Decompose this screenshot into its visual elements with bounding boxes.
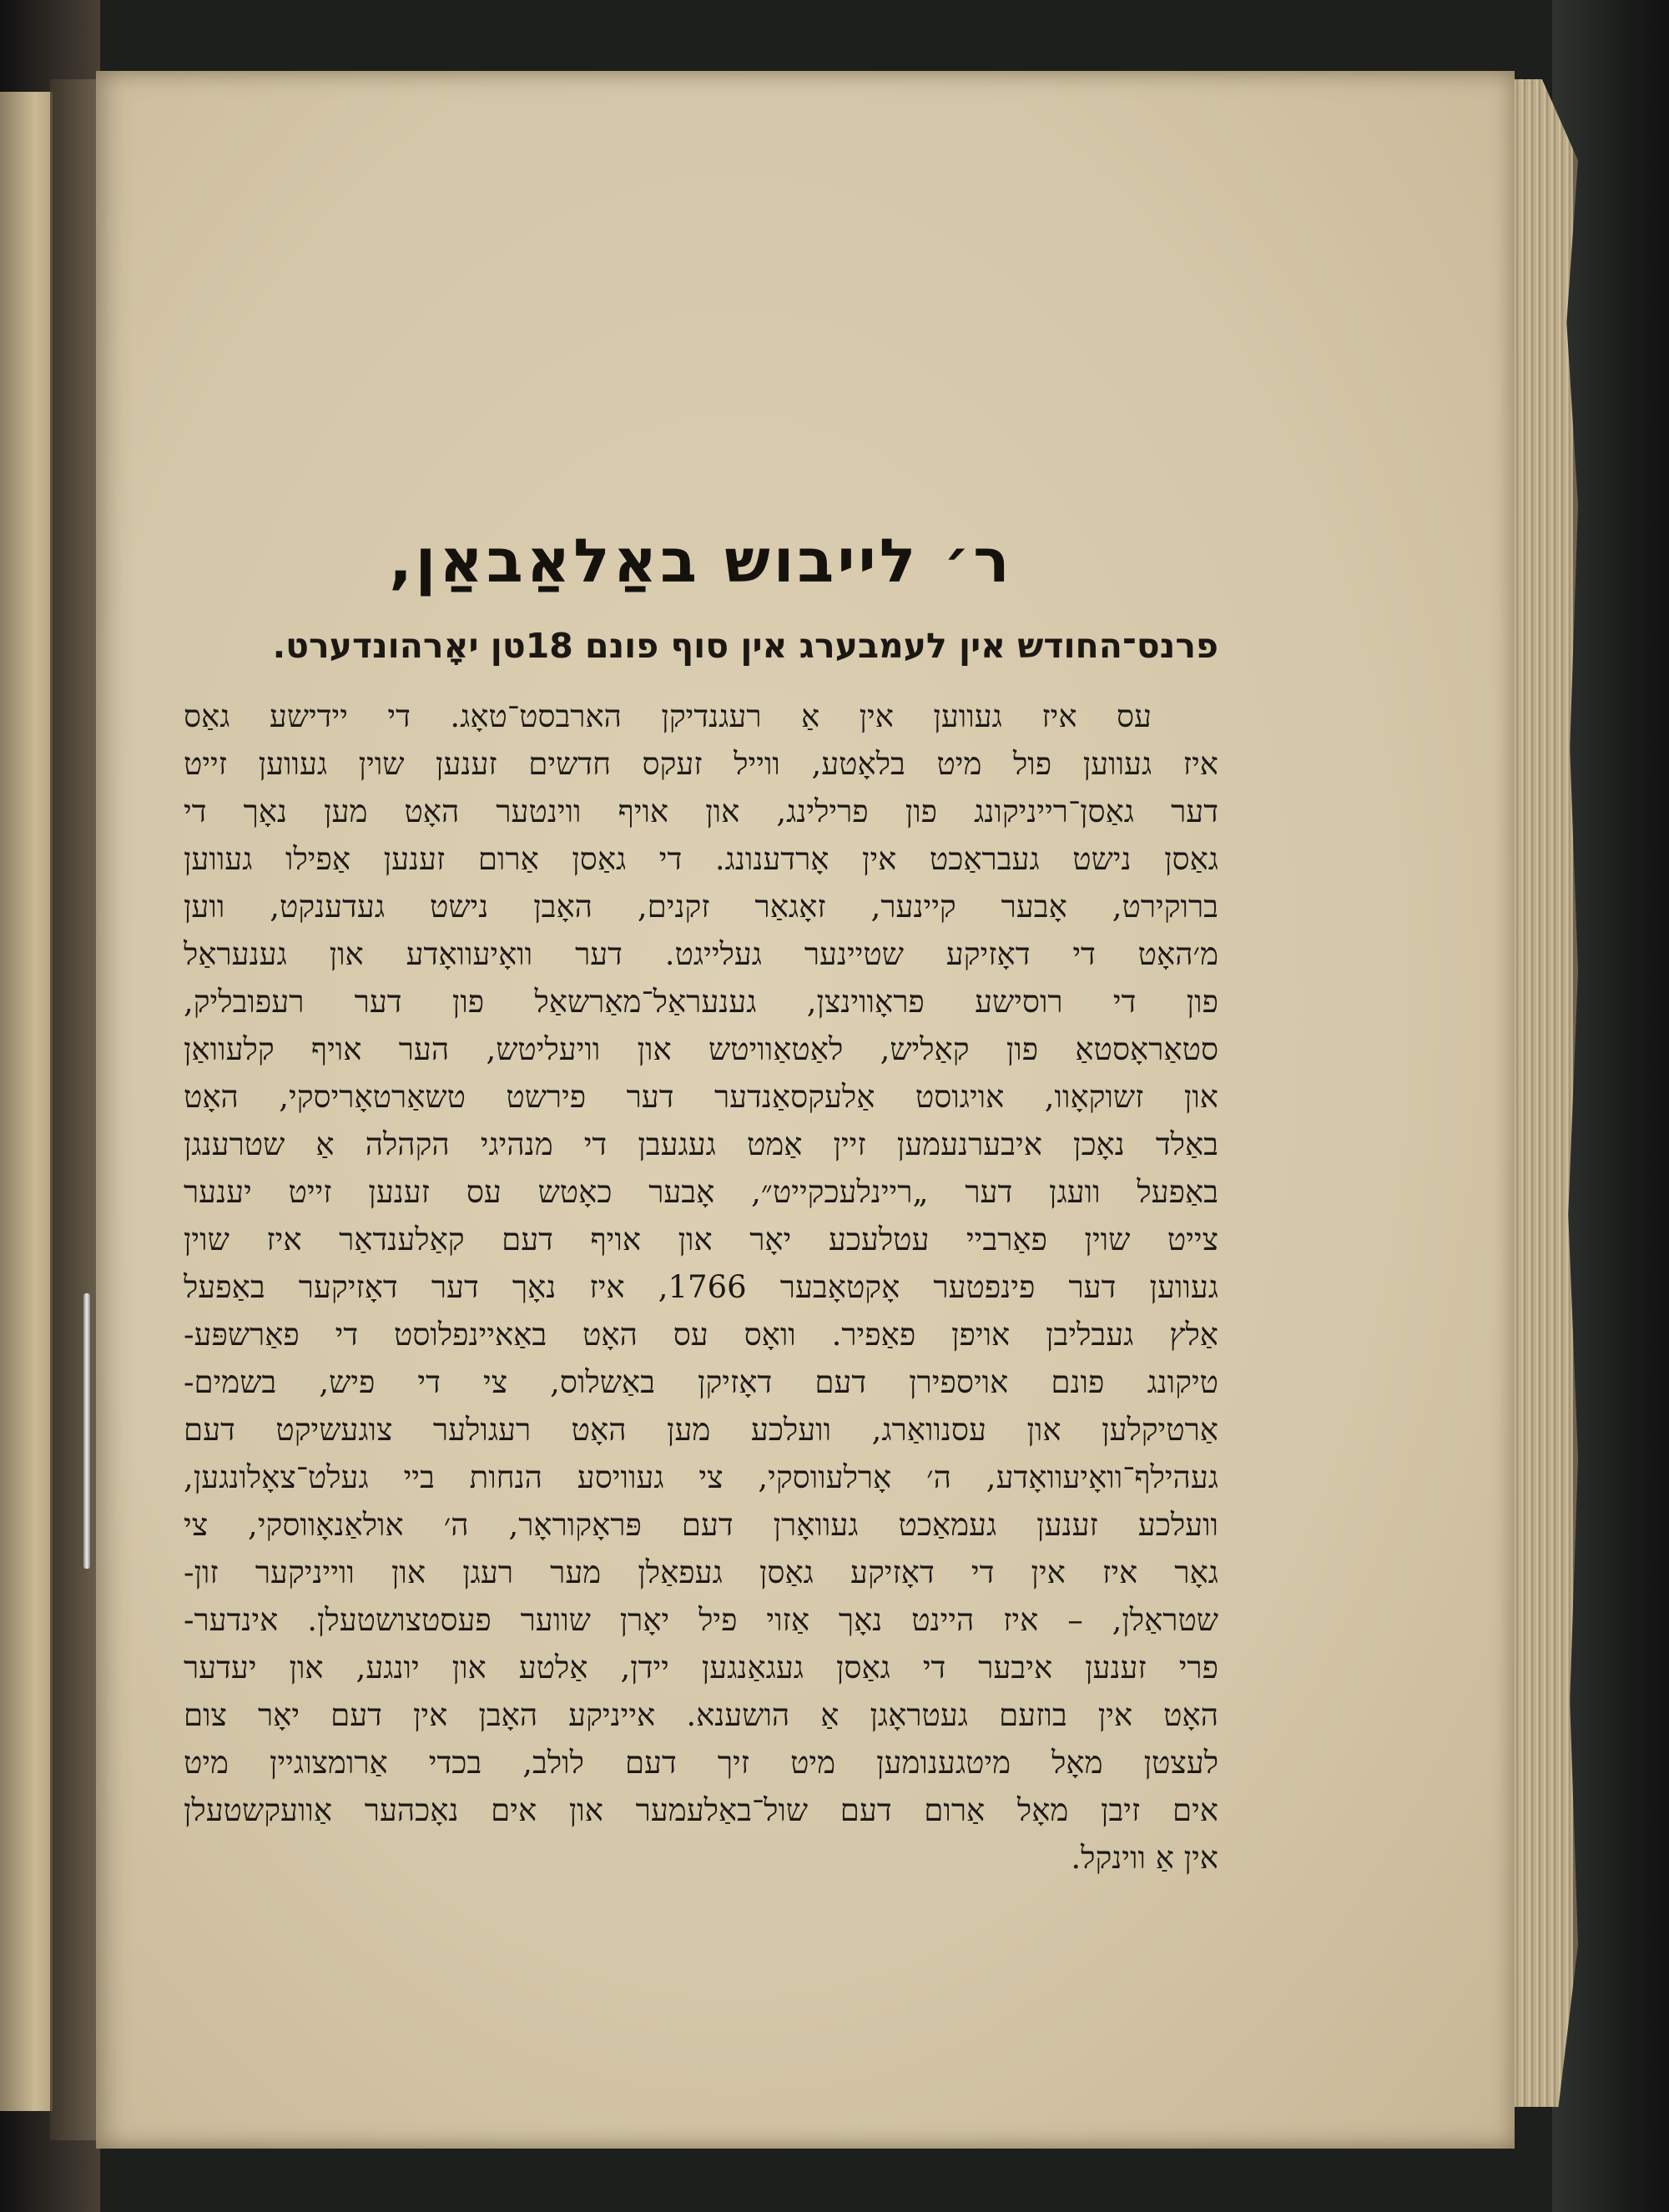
text-line: גאָר איז אין די דאָזיקע גאַסן געפאַלן מער רעגן און ווייניקער זון-	[184, 1554, 1218, 1590]
text-line: סטאַראָסטאַ פון קאַליש, לאַטאַוויטש און וויעליטש, הער אויף קלעוואַן	[184, 1031, 1218, 1067]
body-text	[184, 693, 1218, 1882]
text-line: לעצטן מאָל מיטגענומען מיט זיך דעם לולב, בכדי אַרומצוגיין מיט	[184, 1745, 1218, 1781]
text-line: דער גאַסן־רייניקונג פון פרילינג, און אויף ווינטער האָט מען נאָך די	[184, 794, 1218, 829]
text-line: מ׳האָט די דאָזיקע שטיינער געלייגט. דער וואָיעוואָדע און גענעראַל	[184, 936, 1218, 972]
text-line: טיקונג פונם אויספירן דעם דאָזיקן באַשלוס, צי די פיש, בשמים-	[184, 1364, 1218, 1400]
book-gutter	[50, 79, 100, 2140]
text-line: ברוקירט, אָבער קיינער, זאָגאַר זקנים, האָבן נישט געדענקט, ווען	[184, 889, 1218, 925]
text-line: איז געווען פול מיט בלאָטע, ווייל זעקס חדשים זענען שוין געווען זייט	[184, 746, 1218, 782]
text-line: און זשוקאָוו, אויגוסט אַלעקסאַנדער דער פירשט טשאַרטאָריסקי, האָט	[184, 1079, 1218, 1115]
text-line: צייט שוין פאַרביי עטלעכע יאָר און אויף דעם קאַלענדאַר איז שוין	[184, 1222, 1218, 1257]
text-line: אַרטיקלען און עסנוואַרג, וועלכע מען האָט רעגולער צוגעשיקט דעם	[184, 1412, 1218, 1448]
text-line: עס איז געווען אין אַ רעגנדיקן הארבסט־טאָג. די יידישע גאַס	[184, 698, 1152, 734]
text-line: אים זיבן מאָל אַרום דעם שול־באַלעמער און אים נאָכהער אַוועקשטעלן	[184, 1792, 1218, 1828]
chapter-subtitle: פרנס־החודש אין לעמבערג אין סוף פונם 18טן יאָרהונדערט.	[272, 626, 1218, 666]
text-line: געווען דער פינפטער אָקטאָבער 1766, איז נאָך דער דאָזיקער באַפעל	[184, 1269, 1218, 1305]
text-line: פון די רוסישע פראָווינצן, גענעראַל־מאַרשאַל פון דער רעפובליק,	[184, 984, 1218, 1020]
facing-page-edge	[0, 92, 53, 2111]
text-line: באַלד נאָכן איבערנעמען זיין אַמט געגעבן די מנהיגי הקהלה אַ שטרענגן	[184, 1126, 1218, 1162]
text-line: אַלץ געבליבן אויפן פאַפיר. וואָס עס האָט באַאיינפלוסט די פאַרשפּע-	[184, 1317, 1218, 1353]
metal-clip-icon	[83, 1293, 90, 1569]
text-line: אין אַ ווינקל.	[1071, 1840, 1218, 1876]
text-line: גאַסן נישט געבראַכט אין אָרדענונג. די גאַסן אַרום זענען אַפילו געווען	[184, 841, 1218, 877]
chapter-title: ר׳ לייבוש באַלאַבאַן,	[389, 526, 1013, 596]
text-line: וועלכע זענען געמאַכט געוואָרן דעם פּראָקוראָר, ה׳ אולאַנאָווסקי, צי	[184, 1507, 1218, 1543]
text-line: האָט אין בוזעם געטראָגן אַ הושענא. אייניקע האָבן אין דעם יאָר צום	[184, 1697, 1218, 1733]
text-line: פרי זענען איבער די גאַסן געגאַנגען יידן, אַלטע און יונגע, און יעדער	[184, 1650, 1218, 1685]
text-line: געהילף־וואָיעוואָדע, ה׳ אָרלעווסקי, צי געוויסע הנחות ביי געלט־צאָלונגען,	[184, 1459, 1218, 1495]
text-line: באַפעל וועגן דער „ריינלעכקייט״, אָבער כאָטש עס זענען זייט יענער	[184, 1174, 1218, 1210]
text-line: שטראַלן, – איז היינט נאָך אַזוי פיל יאָרן שווער פעסטצושטעלן. אינדער-	[184, 1602, 1218, 1638]
